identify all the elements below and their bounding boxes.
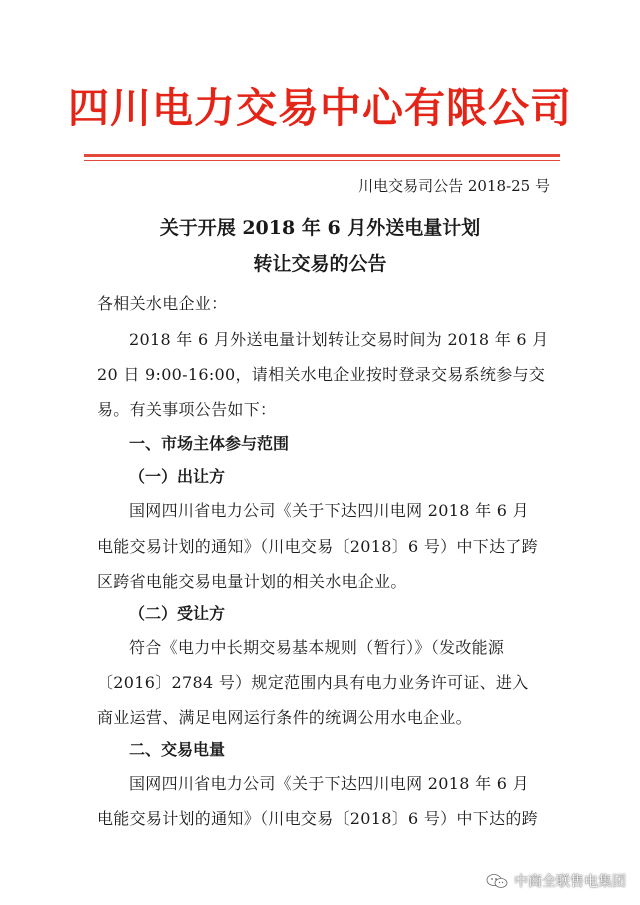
sub1-line-3: 区跨省电能交易电量计划的相关水电企业。 (97, 572, 407, 591)
intro-line-3: 易。有关事项公告如下： (97, 400, 277, 419)
sub2-line-2: 〔2016〕2784 号）规定范围内具有电力业务许可证、进入 (97, 673, 529, 692)
sub2-line-3: 商业运营、满足电网运行条件的统调公用水电企业。 (97, 708, 472, 727)
intro-line-2: 20 日 9:00-16:00，请相关水电企业按时登录交易系统参与交 (97, 365, 546, 384)
sub1-line-2: 电能交易计划的通知》（川电交易〔2018〕6 号）中下达了跨 (97, 537, 538, 556)
subsection-2-heading: （二）受让方 (129, 604, 226, 623)
subsection-1-heading: （一）出让方 (129, 467, 226, 486)
salutation: 各相关水电企业： (97, 294, 228, 313)
sec2-line-1: 国网四川省电力公司《关于下达四川电网 2018 年 6 月 (129, 774, 529, 793)
document-number: 川电交易司公告 2018-25 号 (358, 177, 550, 195)
sub2-line-1: 符合《电力中长期交易基本规则（暂行）》（发改能源 (129, 638, 505, 657)
document-title-line-2: 转让交易的公告 (253, 253, 387, 275)
section-2-heading: 二、交易电量 (129, 740, 226, 759)
watermark-text: 中商全联售电集团 (514, 874, 626, 890)
section-1-heading: 一、市场主体参与范围 (129, 434, 290, 453)
sec2-line-2: 电能交易计划的通知》（川电交易〔2018〕6 号）中下达的跨 (97, 809, 538, 828)
wechat-icon (486, 873, 508, 889)
sub1-line-1: 国网四川省电力公司《关于下达四川电网 2018 年 6 月 (129, 501, 529, 520)
header-red-rule (84, 154, 560, 157)
header-red-rule-thin (84, 160, 560, 161)
org-name-header: 四川电力交易中心有限公司 (68, 84, 572, 132)
document-title-line-1: 关于开展 2018 年 6 月外送电量计划 (159, 217, 481, 239)
intro-line-1: 2018 年 6 月外送电量计划转让交易时间为 2018 年 6 月 (129, 330, 549, 349)
watermark (486, 871, 626, 891)
